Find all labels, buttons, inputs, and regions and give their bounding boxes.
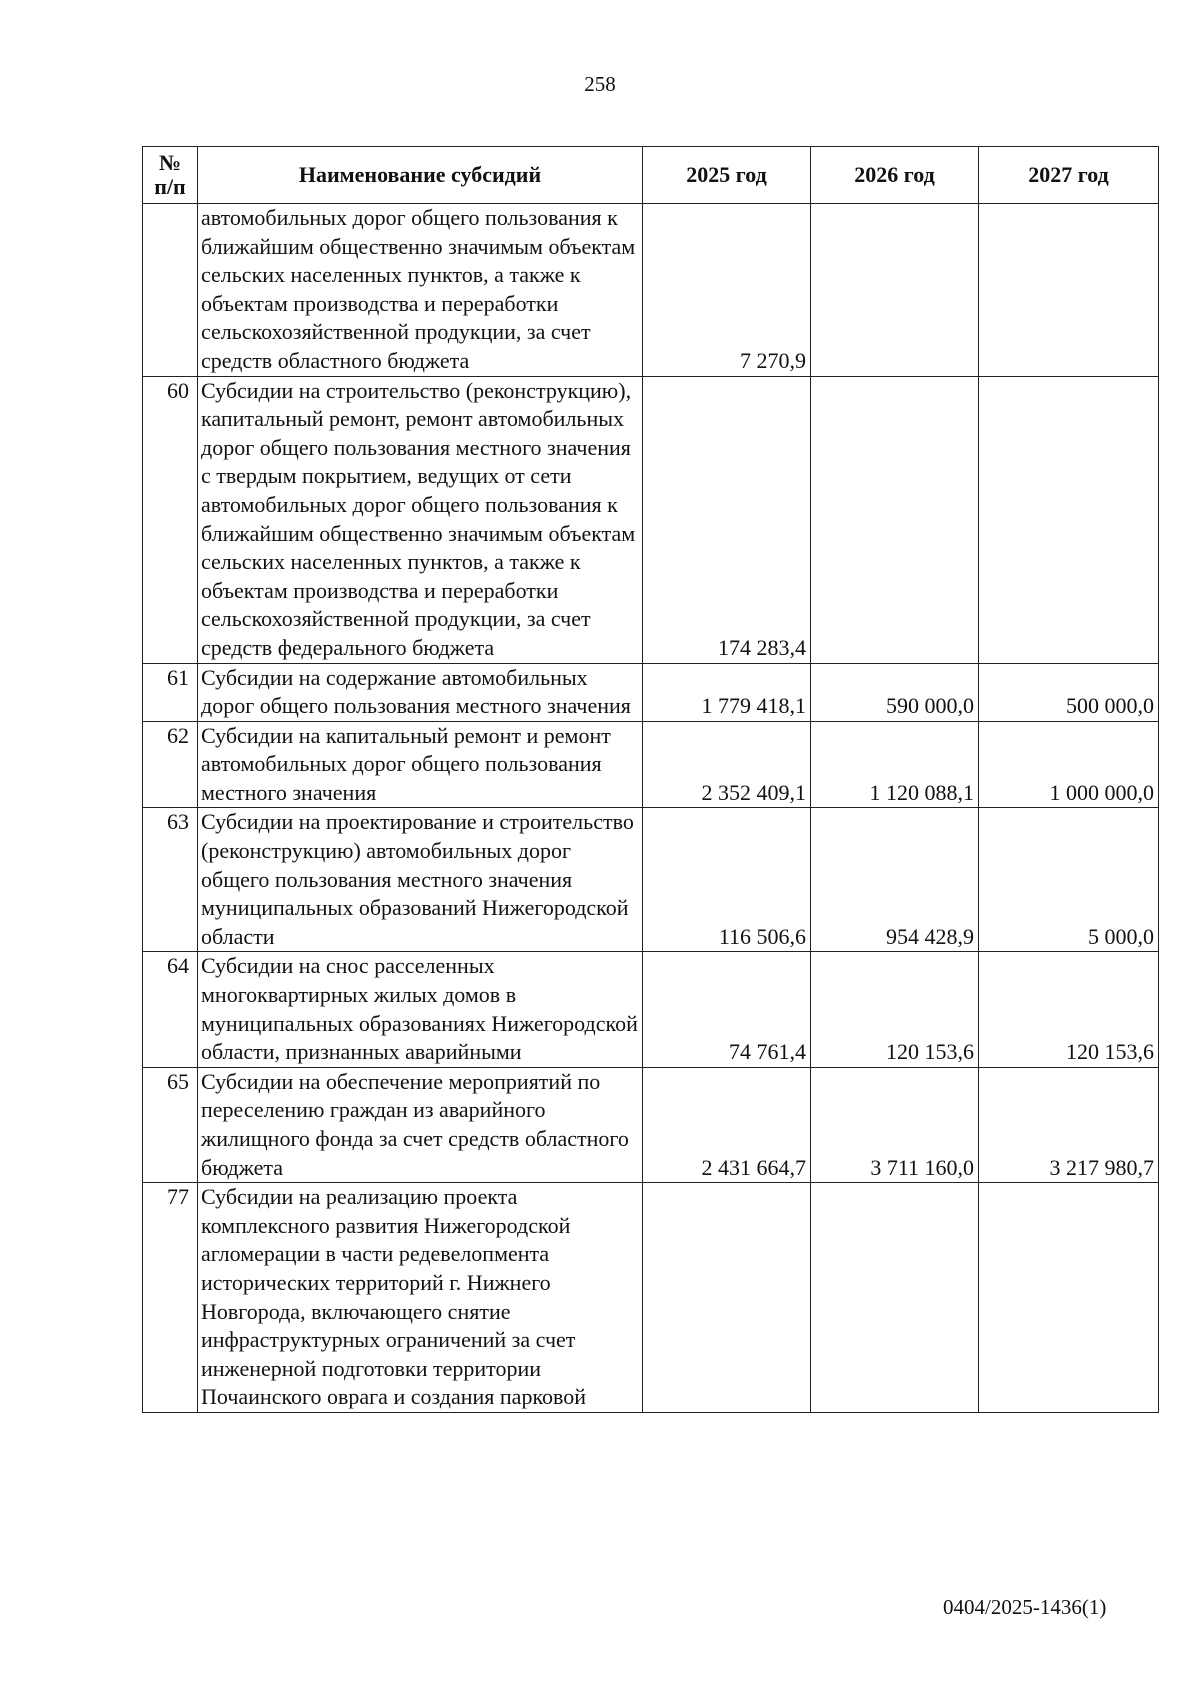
table-row [143, 376, 1159, 663]
row-num: 61 [143, 663, 198, 721]
header-num [143, 147, 198, 204]
row-2026 [811, 204, 979, 377]
row-2026: 3 711 160,0 [811, 1067, 979, 1182]
row-num: 60 [143, 376, 198, 663]
row-name: Субсидии на реализацию проекта комплексного развития Нижегородской агломерации в части редевелопмента исторических территорий г. Нижнего Новгорода, включающего снятие инфраструктурных ограничений за счет инженерной подготовки территории Почаинского оврага и создания парковой [198, 1183, 643, 1413]
row-2026 [811, 376, 979, 663]
row-2027: 3 217 980,7 [979, 1067, 1159, 1182]
table-header-row [143, 147, 1159, 204]
row-2025: 116 506,6 [643, 808, 811, 952]
header-2027: 2027 год [979, 147, 1159, 204]
row-2025: 74 761,4 [643, 952, 811, 1067]
row-2025: 7 270,9 [643, 204, 811, 377]
row-2027 [979, 1183, 1159, 1413]
row-name: Субсидии на обеспечение мероприятий по переселению граждан из аварийного жилищного фонда за счет средств областного бюджета [198, 1067, 643, 1182]
table-row [143, 1183, 1159, 1413]
row-2027: 120 153,6 [979, 952, 1159, 1067]
row-num: 62 [143, 721, 198, 808]
header-name: Наименование субсидий [198, 147, 643, 204]
row-2026 [811, 1183, 979, 1413]
table-row [143, 721, 1159, 808]
row-2025 [643, 1183, 811, 1413]
row-2026: 954 428,9 [811, 808, 979, 952]
row-2025: 1 779 418,1 [643, 663, 811, 721]
row-name: Субсидии на строительство (реконструкцию), капитальный ремонт, ремонт автомобильных дорог общего пользования местного значения с твердым покрытием, ведущих от сети автомобильных дорог общего пользования к ближайшим общественно значимым объектам сельских населенных пунктов, а также к объектам производства и переработки сельскохозяйственной продукции, за счет средств федерального бюджета [198, 376, 643, 663]
table-row [143, 1067, 1159, 1182]
row-num: 77 [143, 1183, 198, 1413]
row-name: автомобильных дорог общего пользования к ближайшим общественно значимым объектам сельских населенных пунктов, а также к объектам производства и переработки сельскохозяйственной продукции, за счет средств областного бюджета [198, 204, 643, 377]
header-num-line1: № [158, 150, 182, 175]
row-name: Субсидии на содержание автомобильных дорог общего пользования местного значения [198, 663, 643, 721]
header-2025: 2025 год [643, 147, 811, 204]
row-2025: 2 431 664,7 [643, 1067, 811, 1182]
row-num: 63 [143, 808, 198, 952]
row-2027: 5 000,0 [979, 808, 1159, 952]
page-number: 258 [584, 72, 616, 96]
row-2027 [979, 376, 1159, 663]
row-2026: 1 120 088,1 [811, 721, 979, 808]
row-name: Субсидии на капитальный ремонт и ремонт автомобильных дорог общего пользования местного значения [198, 721, 643, 808]
row-num [143, 204, 198, 377]
document-code: 0404/2025-1436(1) [943, 1595, 1107, 1619]
table-row [143, 204, 1159, 377]
row-2026: 590 000,0 [811, 663, 979, 721]
row-2026: 120 153,6 [811, 952, 979, 1067]
row-2027: 500 000,0 [979, 663, 1159, 721]
subsidies-table [142, 146, 1159, 1413]
table-row [143, 808, 1159, 952]
table-row [143, 663, 1159, 721]
row-name: Субсидии на снос расселенных многоквартирных жилых домов в муниципальных образованиях Нижегородской области, признанных аварийными [198, 952, 643, 1067]
row-num: 65 [143, 1067, 198, 1182]
table-row [143, 952, 1159, 1067]
header-2026: 2026 год [811, 147, 979, 204]
row-2027 [979, 204, 1159, 377]
row-name: Субсидии на проектирование и строительство (реконструкцию) автомобильных дорог общего пользования местного значения муниципальных образований Нижегородской области [198, 808, 643, 952]
header-num-line2: п/п [154, 174, 186, 199]
row-2027: 1 000 000,0 [979, 721, 1159, 808]
row-2025: 2 352 409,1 [643, 721, 811, 808]
row-2025: 174 283,4 [643, 376, 811, 663]
row-num: 64 [143, 952, 198, 1067]
